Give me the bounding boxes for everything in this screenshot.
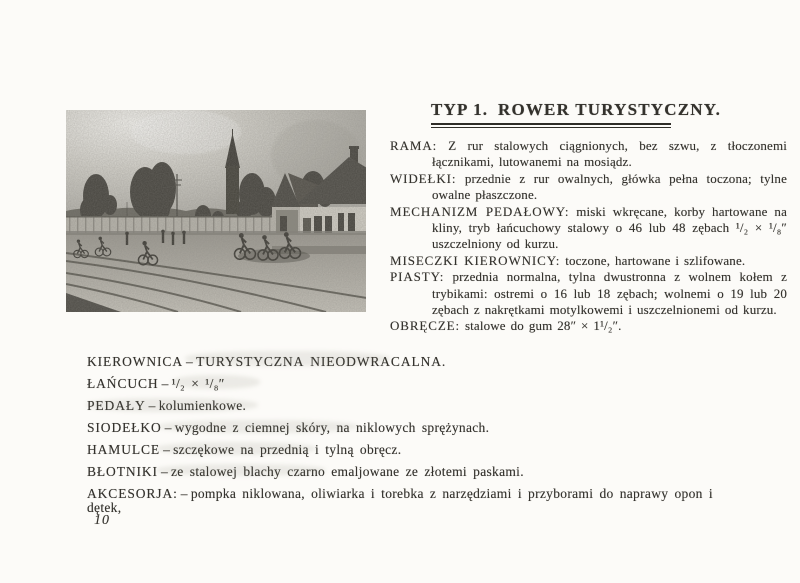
spec-text: przednie z rur owalnych, główka pełna toczona; tylne owalne płaszczone.	[432, 170, 788, 203]
photo-grain	[66, 110, 366, 312]
feature-term: SIODEŁKO	[87, 420, 162, 435]
street-scene-photo	[66, 110, 366, 312]
feature-text: wygodne z ciemnej skóry, na niklowych sprężynach.	[174, 420, 490, 435]
feature-text: kolumienkowe.	[158, 398, 247, 413]
dash-separator: –	[161, 376, 169, 391]
feature-blotniki	[87, 465, 737, 479]
feature-term: KIEROWNICA	[87, 354, 183, 369]
feature-term: PEDAŁY	[87, 398, 146, 413]
feature-pedaly	[87, 399, 737, 413]
spec-widelki	[390, 171, 787, 204]
spec-text: przednia normalna, tylna dwustronna z wolnem kołem z trybikami: ostremi o 16 lub 18 zębach; wolnemi o 19 lub 20 zębach z nakrętkami motylkowemi i uszczelnionemi od kurzu.	[432, 269, 787, 318]
title-underline-thick	[431, 123, 671, 125]
feature-text: szczękowe na przednią i tylną obręcz.	[173, 442, 402, 457]
dash-separator: –	[148, 398, 156, 413]
dash-separator: –	[180, 486, 188, 501]
spec-rama	[390, 138, 787, 171]
feature-term: HAMULCE	[87, 442, 161, 457]
feature-kierownica	[87, 355, 737, 369]
page-title: TYP 1. ROWER TURYSTYCZNY.	[431, 100, 722, 119]
feature-text: ze stalowej blachy czarno emaljowane ze złotemi paskami.	[171, 464, 524, 479]
feature-term: ŁAŃCUCH	[87, 376, 159, 391]
spec-text: toczone, hartowane i szlifowane.	[565, 252, 746, 268]
spec-text: miski wkręcane, korby hartowane na kliny, tryb łańcuchowy stalowy o 46 lub 48 zębach ¹/₂ × ¹/₈″ uszczelniony od kurzu.	[432, 203, 787, 252]
feature-term: BŁOTNIKI	[87, 464, 158, 479]
feature-term: AKCESORJA:	[87, 486, 178, 501]
spec-term: OBRĘCZE:	[390, 318, 461, 334]
dash-separator: –	[164, 420, 172, 435]
dash-separator: –	[163, 442, 171, 457]
feature-text: TURYSTYCZNA NIEODWRACALNA.	[196, 354, 447, 369]
spec-miseczki-kierownicy	[390, 253, 787, 269]
feature-akcesorja	[87, 487, 737, 515]
feature-text: ¹/₂ × ¹/₈″	[171, 376, 225, 391]
dash-separator: –	[160, 464, 168, 479]
spec-term: MECHANIZM PEDAŁOWY:	[390, 203, 570, 219]
feature-lancuch	[87, 377, 737, 391]
spec-section	[390, 100, 787, 335]
feature-list	[87, 355, 737, 523]
spec-term: PIASTY:	[390, 269, 445, 285]
spec-term: WIDEŁKI:	[390, 170, 457, 186]
title-block	[431, 100, 722, 128]
spec-text: stalowe do gum 28″ × 1¹/₂″.	[464, 318, 622, 334]
dash-separator: –	[186, 354, 194, 369]
feature-siodelko	[87, 421, 737, 435]
spec-piasty	[390, 269, 787, 318]
title-underline-thin	[431, 127, 671, 128]
spec-text: Z rur stalowych ciągnionych, bez szwu, z tłoczonemi łącznikami, lutowanemi na mosiądz.	[432, 138, 788, 170]
street-scene-illustration	[66, 110, 366, 312]
spec-term: RAMA:	[390, 138, 438, 153]
page-number: 10	[94, 513, 110, 528]
spec-obrecze	[390, 318, 787, 334]
spec-term: MISECZKI KIEROWNICY:	[390, 252, 561, 268]
feature-hamulce	[87, 443, 737, 457]
spec-mechanizm-pedalowy	[390, 204, 787, 253]
feature-text: pompka niklowana, oliwiarka i torebka z narzędziami i przyborami do naprawy opon i dętek,	[87, 486, 713, 515]
